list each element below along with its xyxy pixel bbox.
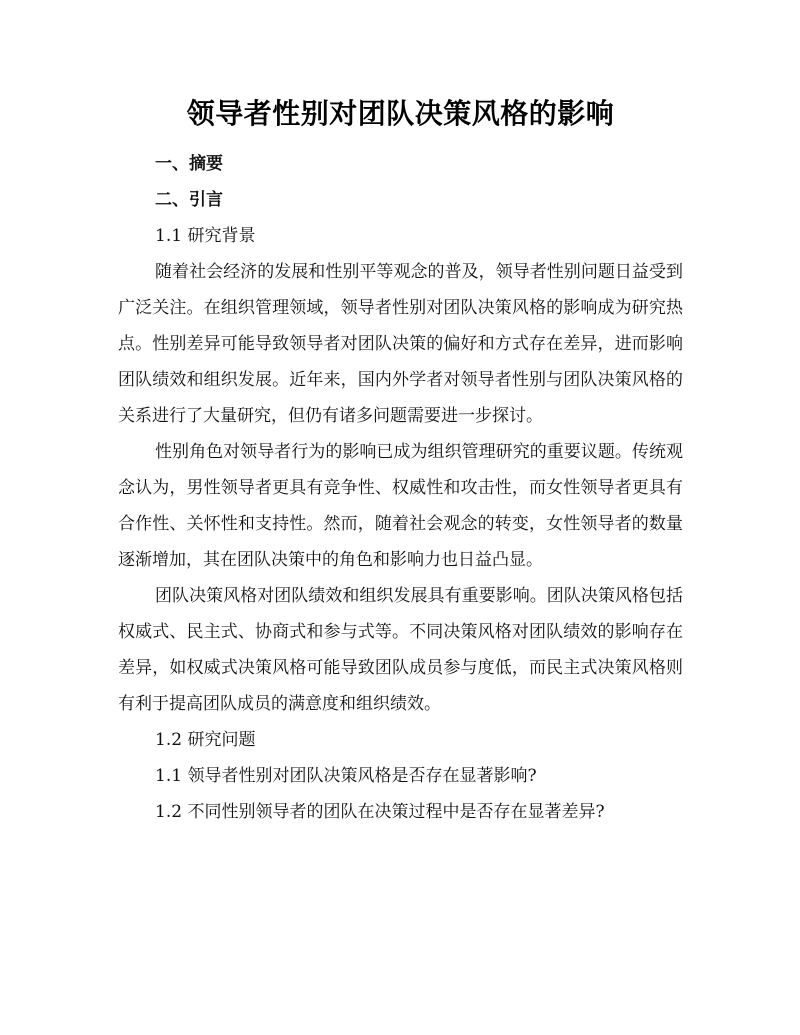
paragraph: 团队决策风格对团队绩效和组织发展具有重要影响。团队决策风格包括权威式、民主式、协商式和参与式等。不同决策风格对团队绩效的影响存在差异，如权威式决策风格可能导致团队成员参与度低，而民主式决策风格则有利于提高团队成员的满意度和组织绩效。 bbox=[118, 586, 683, 714]
research-question: 1.1 领导者性别对团队决策风格是否存在显著影响? bbox=[155, 766, 537, 786]
subsection-heading-questions: 1.2 研究问题 bbox=[155, 730, 256, 750]
document-title: 领导者性别对团队决策风格的影响 bbox=[186, 97, 615, 130]
section-heading-introduction: 二、引言 bbox=[155, 190, 223, 210]
paragraph: 随着社会经济的发展和性别平等观念的普及，领导者性别问题日益受到广泛关注。在组织管理领域，领导者性别对团队决策风格的影响成为研究热点。性别差异可能导致领导者对团队决策的偏好和方式存在差异，进而影响团队绩效和组织发展。近年来，国内外学者对领导者性别与团队决策风格的关系进行了大量研究，但仍有诸多问题需要进一步探讨。 bbox=[118, 262, 683, 426]
research-question: 1.2 不同性别领导者的团队在决策过程中是否存在显著差异? bbox=[155, 802, 605, 822]
subsection-heading-background: 1.1 研究背景 bbox=[155, 226, 256, 246]
paragraph: 性别角色对领导者行为的影响已成为组织管理研究的重要议题。传统观念认为，男性领导者更具有竞争性、权威性和攻击性，而女性领导者更具有合作性、关怀性和支持性。然而，随着社会观念的转变，女性领导者的数量逐渐增加，其在团队决策中的角色和影响力也日益凸显。 bbox=[118, 442, 683, 570]
section-heading-abstract: 一、摘要 bbox=[155, 154, 223, 174]
